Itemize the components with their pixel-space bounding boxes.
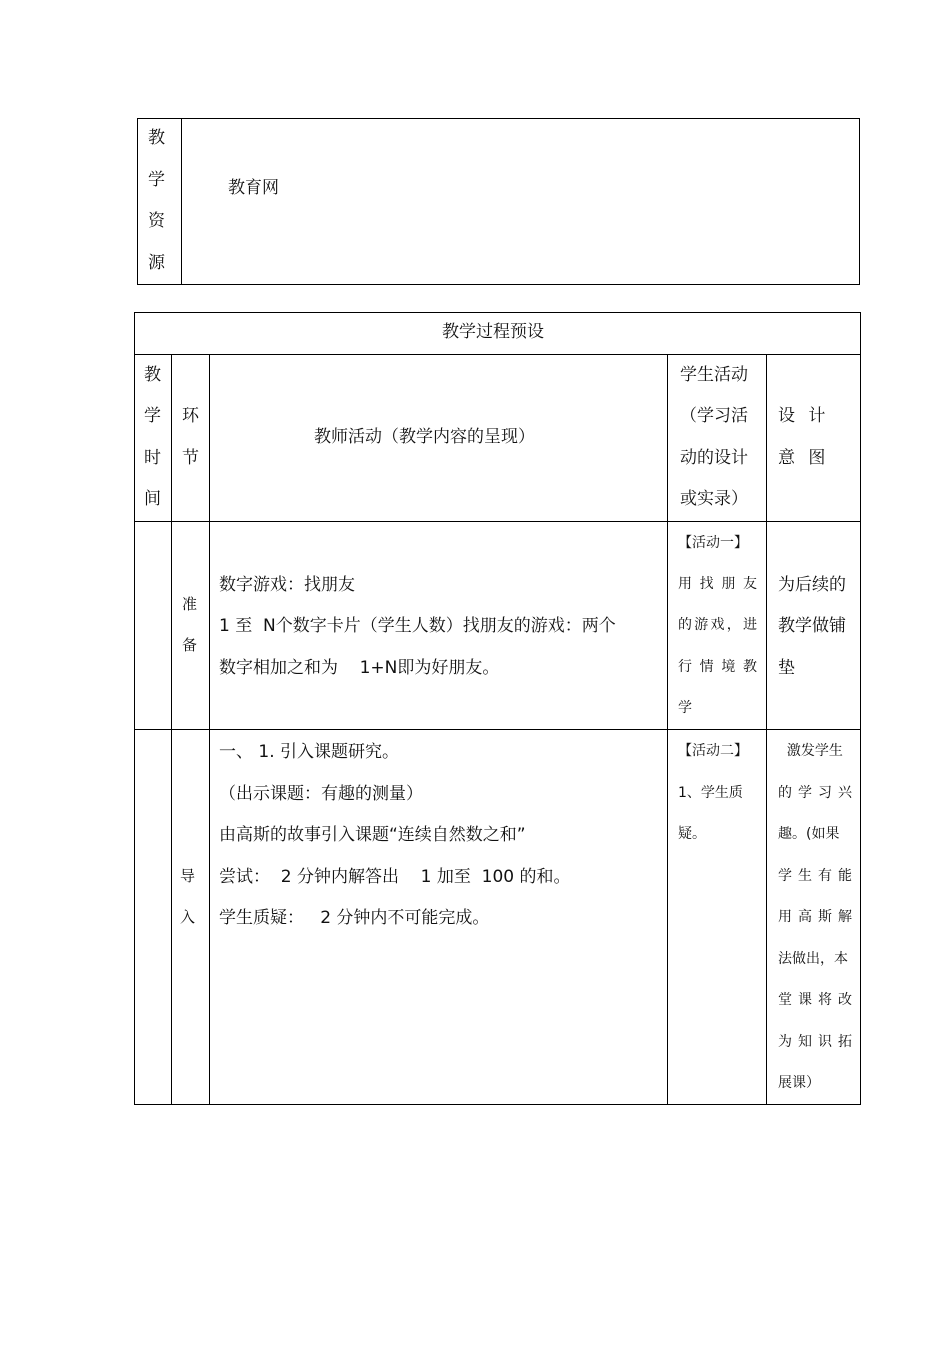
row-student-line — [678, 618, 757, 632]
row-teacher-line: 一、 1. 引入课题研究。 — [219, 742, 400, 762]
row-intent-line-text: 堂 课 将 改 — [778, 992, 852, 1008]
resource-label-char: 资 — [148, 211, 165, 231]
header-time-char: 间 — [144, 489, 161, 509]
col-divider-stage — [209, 354, 210, 1105]
resource-label-char: 教 — [148, 128, 165, 148]
resource-border-bottom — [137, 284, 860, 285]
row-intent-line — [778, 1035, 852, 1049]
header-student-line: （学习活 — [680, 406, 748, 426]
row-intent-line — [778, 869, 852, 883]
process-border-top — [134, 312, 861, 313]
resource-label-char: 学 — [148, 170, 165, 190]
header-intent-line: 设 计 — [778, 406, 826, 426]
process-header-divider — [134, 521, 861, 522]
resource-border-left — [137, 118, 138, 285]
header-student-line: 或实录） — [680, 489, 748, 509]
row-student-line: 学 — [678, 700, 692, 716]
row-teacher-line: 尝试： 2 分钟内解答出 1 加至 100 的和。 — [219, 867, 571, 887]
col-divider-time — [171, 354, 172, 1105]
row-intent-line: 激发学生 — [778, 743, 843, 759]
row-student-line-text: 行 情 境 教 — [678, 659, 757, 675]
row-student-line: 疑。 — [678, 826, 706, 842]
row-student-line-text: 用 找 朋 友 — [678, 576, 757, 592]
row-teacher-line: （出示课题：有趣的测量） — [219, 784, 423, 804]
row-intent-line: 垫 — [778, 658, 795, 678]
row-teacher-line: 由高斯的故事引入课题“连续自然数之和” — [219, 825, 526, 845]
col-divider-student — [766, 354, 767, 1105]
row-intent-line: 为后续的 — [778, 575, 846, 595]
row-stage-char: 备 — [182, 636, 198, 654]
row-intent-line-text: 为 知 识 拓 — [778, 1034, 852, 1050]
header-time-char: 时 — [144, 448, 161, 468]
resource-border-right — [859, 118, 860, 285]
header-time-char: 学 — [144, 406, 161, 426]
resource-border-top — [137, 118, 860, 119]
header-student-line: 动的设计 — [680, 448, 748, 468]
header-student-line: 学生活动 — [680, 365, 748, 385]
row-intent-line: 教学做铺 — [778, 616, 846, 636]
resource-content: 教育网 — [228, 178, 279, 198]
header-time-char: 教 — [144, 365, 161, 385]
process-border-bottom — [134, 1104, 861, 1105]
row-teacher-line: 数字相加之和为 1+N即为好朋友。 — [219, 658, 500, 678]
row-intent-line-text: 的 学 习 兴 — [778, 785, 852, 801]
row-student-line — [678, 660, 757, 674]
process-border-left — [134, 312, 135, 1105]
row-student-line: 1、学生质 — [678, 785, 743, 801]
row-stage-char: 准 — [182, 595, 198, 613]
row-intent-line: 展课） — [778, 1075, 820, 1091]
row-teacher-line: 1 至 N个数字卡片（学生人数）找朋友的游戏：两个 — [219, 616, 616, 636]
row-intent-line — [778, 993, 852, 1007]
col-divider-teacher — [667, 354, 668, 1105]
resource-label-char: 源 — [148, 253, 165, 273]
header-stage-char: 节 — [182, 448, 199, 468]
row-student-line-text: 的游戏，进 — [678, 617, 757, 633]
row-intent-line — [778, 786, 852, 800]
resource-divider — [181, 118, 182, 285]
process-border-right — [860, 312, 861, 1105]
row-teacher-line: 学生质疑： 2 分钟内不可能完成。 — [219, 908, 490, 928]
row-student-line: 【活动一】 — [678, 535, 748, 551]
row-stage-char: 入 — [180, 908, 196, 926]
row-intent-line-text: 学 生 有 能 — [778, 868, 852, 884]
row-intent-line — [778, 910, 852, 924]
process-title-divider — [134, 354, 861, 355]
row-teacher-line: 数字游戏：找朋友 — [219, 575, 355, 595]
row-intent-line: 法做出，本 — [778, 951, 848, 967]
header-intent-line: 意 图 — [778, 448, 826, 468]
row-stage-char: 导 — [180, 867, 196, 885]
row-intent-line: 趣。(如果 — [778, 826, 840, 842]
row-student-line — [678, 577, 757, 591]
header-stage-char: 环 — [182, 406, 199, 426]
row-student-line: 【活动二】 — [678, 743, 748, 759]
header-teacher-activity: 教师活动（教学内容的呈现） — [314, 427, 535, 447]
process-title: 教学过程预设 — [442, 322, 544, 342]
process-row-divider — [134, 729, 861, 730]
row-intent-line-text: 用 高 斯 解 — [778, 909, 852, 925]
